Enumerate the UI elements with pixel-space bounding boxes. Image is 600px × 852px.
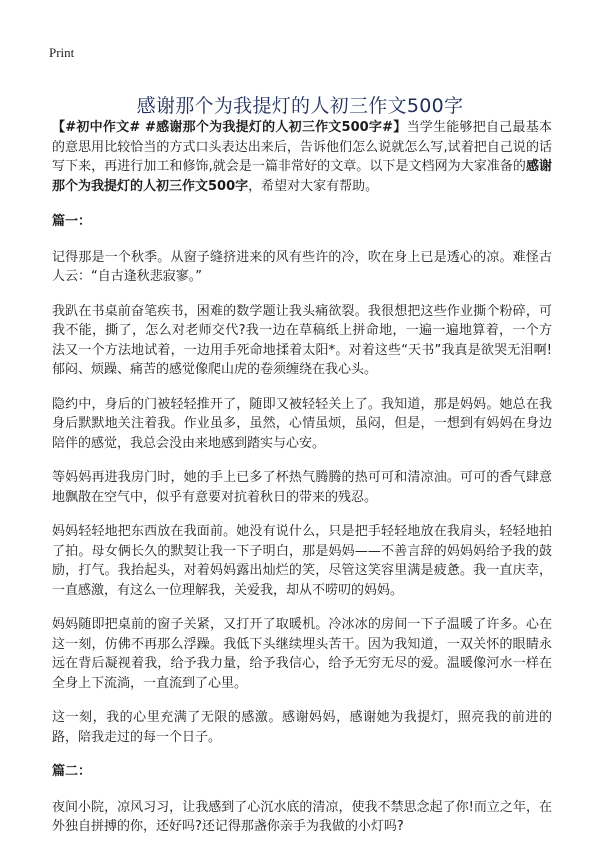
- paragraph: 隐约中，身后的门被轻轻推开了，随即又被轻轻关上了。我知道，那是妈妈。她总在我身后默默地关注着我。作业虽多，虽然，心情虽烦，虽闷，但是，一想到有妈妈在身边陪伴的感觉，我总会没由来地感到踏实与心安。: [52, 396, 552, 451]
- paragraph: 这一刻，我的心里充满了无限的感激。感谢妈妈，感谢她为我提灯，照亮我的前进的路，陪我走过的每一个日子。: [52, 710, 552, 745]
- page-title: 感谢那个为我提灯的人初三作文500字: [136, 94, 464, 117]
- paragraph: 等妈妈再进我房门时，她的手上已多了杯热气腾腾的热可可和清凉油。可可的香气肆意地飘散在空气中，似乎有意要对抗着秋日的带来的残忍。: [52, 470, 552, 505]
- print-link[interactable]: Print: [49, 45, 75, 60]
- paragraph: 我趴在书桌前奋笔疾书，困难的数学题让我头痛欲裂。我很想把这些作业撕个粉碎，可我不能，撕了，怎么对老师交代?我一边在草稿纸上拼命地，一遍一遍地算着，一个方法又一个方法地试着，一边用手死命地揉着太阳*。对着这些“天书”我真是欲哭无泪啊!郁闷、烦躁、痛苦的感觉像爬山虎的卷须缠绕在我心头。: [52, 303, 552, 377]
- paragraph: 妈妈轻轻地把东西放在我面前。她没有说什么，只是把手轻轻地放在我肩头，轻轻地拍了拍。母女俩长久的默契让我一下子明白，那是妈妈——不善言辞的妈妈妈给予我的鼓励，打气。我抬起头，对着妈妈露出灿烂的笑，尽管这笑容里满是疲惫。我一直庆幸，一直感激，有这么一位理解我，关爱我，却从不唠叨的妈妈。: [52, 524, 552, 598]
- intro-tag: 【#初中作文# #感谢那个为我提灯的人初三作文500字#】: [52, 120, 407, 135]
- section-heading-1: 篇一：: [52, 214, 92, 229]
- paragraph: 记得那是一个秋季。从窗子缝挤进来的风有些许的冷，吹在身上已是透心的凉。难怪古人云：“自古逢秋悲寂寥。”: [52, 249, 552, 284]
- section-heading-2: 篇二：: [52, 764, 92, 779]
- intro-text-2: ，希望对大家有帮助。: [248, 178, 379, 194]
- paragraph: 夜间小院，凉风习习，让我感到了心沉水底的清凉，使我不禁思念起了你!而立之年，在外独自拼搏的你，还好吗?还记得那盏你亲手为我做的小灯吗?: [52, 799, 552, 834]
- paragraph: 妈妈随即把桌前的窗子关紧，又打开了取暖机。冷冰冰的房间一下子温暖了许多。心在这一刻，仿佛不再那么浮躁。我低下头继续埋头苦干。因为我知道，一双关怀的眼睛永远在背后凝视着我，给予我力量，给予我信心，给予无穷无尽的爱。温暖像河水一样在全身上下流淌，一直流到了心里。: [52, 617, 552, 691]
- intro-bold-title: 感谢那个为我提灯的人初三作文500字: [52, 159, 552, 194]
- intro-text-1: 当学生能够把自己最基本的意思用比较恰当的方式口头表达出来后，告诉他们怎么说就怎么写,试着把自己说的话写下来，再进行加工和修饰,就会是一篇非常好的文章。以下是文档网为大家准备的: [52, 120, 552, 174]
- intro-paragraph: [52, 118, 552, 196]
- article-body: [52, 118, 552, 852]
